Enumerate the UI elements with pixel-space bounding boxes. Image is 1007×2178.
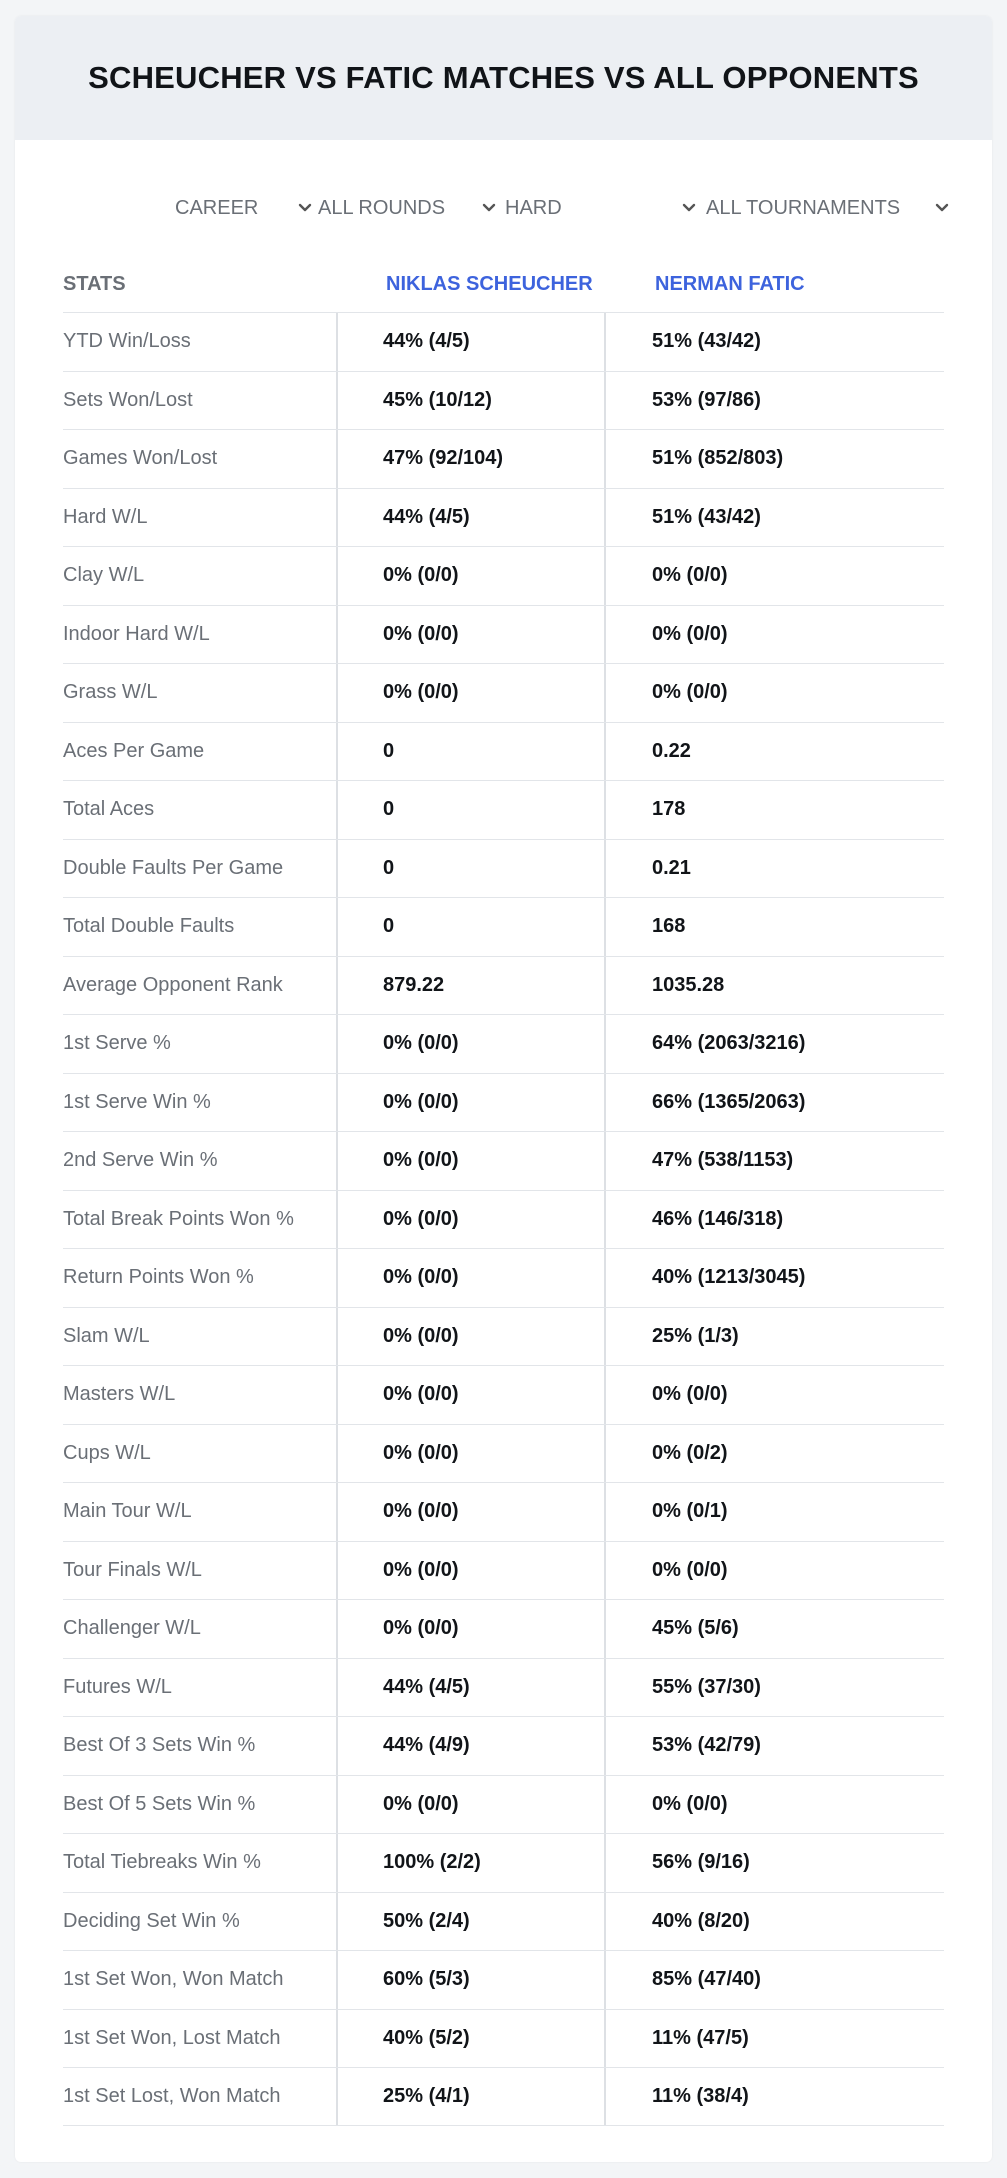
column-divider — [604, 1542, 606, 1600]
column-divider — [336, 2010, 338, 2068]
stat-label: Total Tiebreaks Win % — [63, 1851, 261, 1873]
column-divider — [604, 1600, 606, 1658]
player2-value: 0% (0/0) — [652, 1792, 728, 1815]
comparison-card — [15, 16, 992, 2162]
table-row — [63, 371, 944, 430]
stats-table — [63, 312, 944, 2126]
stat-label: Tour Finals W/L — [63, 1558, 202, 1581]
table-row — [63, 1892, 944, 1951]
stat-label: 1st Set Lost, Won Match — [63, 2085, 281, 2107]
stats-column-header: STATS — [63, 273, 126, 295]
stat-label: Indoor Hard W/L — [63, 622, 210, 645]
table-row — [63, 1365, 944, 1424]
surface-select-value: HARD — [505, 196, 562, 219]
player2-value: 55% (37/30) — [652, 1675, 761, 1698]
stat-label: 1st Set Won, Lost Match — [63, 2026, 281, 2049]
column-divider — [336, 1132, 338, 1190]
player1-value: 45% (10/12) — [383, 388, 492, 411]
table-row — [63, 429, 944, 488]
table-row — [63, 1424, 944, 1483]
stat-label: Total Break Points Won % — [63, 1207, 294, 1230]
stat-label: Total Aces — [63, 798, 155, 820]
column-divider — [604, 430, 606, 488]
player2-value: 64% (2063/3216) — [652, 1032, 806, 1054]
stat-label: Total Double Faults — [63, 915, 235, 937]
player1-value: 100% (2/2) — [383, 1851, 481, 1873]
player2-value: 1035.28 — [652, 973, 725, 996]
player2-value: 0% (0/0) — [652, 1558, 728, 1581]
player1-value: 0% (0/0) — [383, 622, 459, 645]
stat-label: Clay W/L — [63, 564, 145, 586]
table-row — [63, 546, 944, 605]
stat-label: Best Of 5 Sets Win % — [63, 1792, 256, 1815]
table-row — [63, 722, 944, 781]
chevron-down-icon — [479, 198, 499, 218]
column-divider — [604, 2068, 606, 2125]
column-divider — [604, 781, 606, 839]
column-divider — [336, 1015, 338, 1073]
column-divider — [604, 1366, 606, 1424]
player2-value: 0.21 — [652, 856, 691, 879]
column-divider — [336, 1893, 338, 1951]
chevron-down-icon — [295, 198, 315, 218]
column-divider — [336, 840, 338, 898]
player2-value: 0% (0/0) — [652, 622, 728, 645]
player2-value: 85% (47/40) — [652, 1968, 761, 1990]
chevron-down-icon — [932, 198, 952, 218]
player2-value: 40% (8/20) — [652, 1909, 750, 1932]
column-divider — [604, 1191, 606, 1249]
player2-value: 168 — [652, 915, 686, 937]
table-row — [63, 1950, 944, 2009]
column-divider — [336, 430, 338, 488]
filter-bar — [15, 188, 992, 228]
column-divider — [604, 1308, 606, 1366]
column-divider — [604, 1483, 606, 1541]
column-divider — [336, 1366, 338, 1424]
player1-link[interactable]: NIKLAS SCHEUCHER — [386, 273, 593, 295]
table-row — [63, 2009, 944, 2068]
player1-value: 50% (2/4) — [383, 1909, 470, 1932]
page-title: SCHEUCHER VS FATIC MATCHES VS ALL OPPONENTS — [88, 60, 919, 95]
column-divider — [336, 489, 338, 547]
table-row — [63, 1541, 944, 1600]
table-row — [63, 1599, 944, 1658]
column-divider — [604, 1951, 606, 2009]
stat-label: YTD Win/Loss — [63, 330, 191, 352]
stat-label: Average Opponent Rank — [63, 973, 283, 996]
player2-value: 47% (538/1153) — [652, 1149, 794, 1171]
player1-value: 0 — [383, 739, 395, 762]
column-divider — [336, 957, 338, 1015]
stat-label: Return Points Won % — [63, 1266, 254, 1288]
stat-label: 1st Serve % — [63, 1032, 171, 1054]
stat-label: Deciding Set Win % — [63, 1909, 240, 1932]
column-divider — [336, 1834, 338, 1892]
player2-value: 53% (42/79) — [652, 1734, 761, 1756]
column-divider — [336, 2068, 338, 2125]
player1-value: 0% (0/0) — [383, 1617, 459, 1639]
column-divider — [336, 1542, 338, 1600]
column-divider — [604, 372, 606, 430]
stat-label: Grass W/L — [63, 681, 158, 703]
player1-value: 879.22 — [383, 973, 445, 996]
period-select-value: CAREER — [175, 196, 259, 219]
table-row — [63, 663, 944, 722]
column-divider — [604, 1776, 606, 1834]
table-row — [63, 1307, 944, 1366]
player1-value: 0% (0/0) — [383, 1324, 459, 1347]
table-row — [63, 1716, 944, 1775]
column-divider — [336, 1249, 338, 1307]
column-divider — [604, 547, 606, 605]
stat-label: Masters W/L — [63, 1383, 176, 1405]
column-divider — [604, 1132, 606, 1190]
player2-value: 51% (43/42) — [652, 505, 761, 528]
player2-value: 51% (852/803) — [652, 447, 784, 469]
column-divider — [604, 957, 606, 1015]
column-divider — [336, 606, 338, 664]
table-row — [63, 1482, 944, 1541]
stat-label: 1st Serve Win % — [63, 1090, 211, 1113]
tournament-select-value: ALL TOURNAMENTS — [706, 196, 901, 219]
table-row — [63, 956, 944, 1015]
table-row — [63, 1131, 944, 1190]
stat-label: Sets Won/Lost — [63, 388, 193, 411]
stat-label: Challenger W/L — [63, 1617, 201, 1639]
column-divider — [604, 723, 606, 781]
column-divider — [604, 1659, 606, 1717]
player2-value: 0% (0/0) — [652, 1383, 728, 1405]
table-row — [63, 1190, 944, 1249]
table-row — [63, 1073, 944, 1132]
column-divider — [604, 1834, 606, 1892]
column-divider — [604, 1015, 606, 1073]
player1-value: 0 — [383, 856, 395, 879]
player2-value: 56% (9/16) — [652, 1851, 750, 1873]
player1-value: 60% (5/3) — [383, 1968, 470, 1990]
player1-value: 44% (4/5) — [383, 1675, 470, 1698]
table-row — [63, 2067, 944, 2126]
player2-value: 40% (1213/3045) — [652, 1266, 806, 1288]
player2-value: 0% (0/0) — [652, 564, 728, 586]
table-row — [63, 1775, 944, 1834]
player2-value: 0% (0/0) — [652, 681, 728, 703]
player2-link[interactable]: NERMAN FATIC — [655, 273, 805, 295]
stat-label: Hard W/L — [63, 505, 148, 528]
player2-value: 45% (5/6) — [652, 1617, 739, 1639]
column-divider — [336, 781, 338, 839]
column-divider — [336, 723, 338, 781]
player2-value: 53% (97/86) — [652, 388, 761, 411]
player2-value: 46% (146/318) — [652, 1207, 784, 1230]
table-row — [63, 839, 944, 898]
column-divider — [604, 489, 606, 547]
stat-label: Best Of 3 Sets Win % — [63, 1734, 256, 1756]
stat-label: Double Faults Per Game — [63, 856, 284, 879]
player2-value: 0% (0/2) — [652, 1441, 728, 1464]
player1-value: 0% (0/0) — [383, 1090, 459, 1113]
column-divider — [336, 1425, 338, 1483]
column-divider — [604, 313, 606, 371]
player1-value: 47% (92/104) — [383, 447, 504, 469]
stat-label: Slam W/L — [63, 1324, 150, 1347]
player2-value: 0% (0/1) — [652, 1500, 728, 1522]
column-divider — [336, 1191, 338, 1249]
player1-value: 0% (0/0) — [383, 1558, 459, 1581]
stat-label: Aces Per Game — [63, 739, 205, 762]
player1-value: 0% (0/0) — [383, 564, 459, 586]
column-divider — [604, 1074, 606, 1132]
player1-value: 0 — [383, 915, 395, 937]
table-row — [63, 780, 944, 839]
player1-value: 0% (0/0) — [383, 1441, 459, 1464]
column-divider — [604, 2010, 606, 2068]
player1-value: 0% (0/0) — [383, 1266, 459, 1288]
player1-value: 0% (0/0) — [383, 1792, 459, 1815]
player2-value: 0.22 — [652, 739, 691, 762]
column-divider — [604, 898, 606, 956]
round-select-value: ALL ROUNDS — [318, 196, 446, 219]
column-divider — [604, 1717, 606, 1775]
player1-value: 0 — [383, 798, 395, 820]
player1-value: 44% (4/9) — [383, 1734, 470, 1756]
player1-value: 44% (4/5) — [383, 330, 470, 352]
table-row — [63, 312, 944, 371]
player1-value: 0% (0/0) — [383, 1383, 459, 1405]
column-divider — [604, 606, 606, 664]
player2-value: 25% (1/3) — [652, 1324, 739, 1347]
stat-label: 1st Set Won, Won Match — [63, 1968, 284, 1990]
column-divider — [336, 1951, 338, 2009]
stat-label: 2nd Serve Win % — [63, 1149, 218, 1171]
table-row — [63, 1833, 944, 1892]
player1-value: 0% (0/0) — [383, 1207, 459, 1230]
column-divider — [336, 547, 338, 605]
column-divider — [336, 1776, 338, 1834]
period-select[interactable] — [175, 188, 315, 228]
table-row — [63, 605, 944, 664]
surface-select[interactable] — [505, 188, 700, 228]
column-divider — [604, 664, 606, 722]
player2-value: 178 — [652, 798, 686, 820]
table-row — [63, 1248, 944, 1307]
round-select[interactable] — [318, 188, 503, 228]
column-divider — [604, 1893, 606, 1951]
column-divider — [336, 664, 338, 722]
player1-value: 0% (0/0) — [383, 681, 459, 703]
table-row — [63, 897, 944, 956]
player1-value: 0% (0/0) — [383, 1500, 459, 1522]
column-divider — [336, 1717, 338, 1775]
player2-value: 66% (1365/2063) — [652, 1090, 806, 1113]
stat-label: Main Tour W/L — [63, 1500, 192, 1522]
table-row — [63, 1658, 944, 1717]
column-divider — [336, 313, 338, 371]
card-header — [15, 16, 992, 140]
column-divider — [336, 1483, 338, 1541]
stat-label: Games Won/Lost — [63, 447, 218, 469]
column-divider — [336, 1600, 338, 1658]
player2-value: 11% (38/4) — [652, 2085, 749, 2107]
column-divider — [604, 1249, 606, 1307]
table-row — [63, 488, 944, 547]
column-divider — [336, 372, 338, 430]
tournament-select[interactable] — [706, 188, 956, 228]
player1-value: 40% (5/2) — [383, 2026, 470, 2049]
player1-value: 0% (0/0) — [383, 1032, 459, 1054]
column-divider — [604, 840, 606, 898]
player1-value: 44% (4/5) — [383, 505, 470, 528]
column-divider — [336, 1659, 338, 1717]
chevron-down-icon — [679, 198, 699, 218]
column-divider — [336, 1074, 338, 1132]
column-divider — [336, 1308, 338, 1366]
table-row — [63, 1014, 944, 1073]
player2-value: 11% (47/5) — [652, 2026, 749, 2049]
column-divider — [336, 898, 338, 956]
stat-label: Futures W/L — [63, 1675, 172, 1698]
player1-value: 0% (0/0) — [383, 1149, 459, 1171]
player1-value: 25% (4/1) — [383, 2085, 470, 2107]
column-divider — [604, 1425, 606, 1483]
stat-label: Cups W/L — [63, 1441, 151, 1464]
player2-value: 51% (43/42) — [652, 330, 761, 352]
